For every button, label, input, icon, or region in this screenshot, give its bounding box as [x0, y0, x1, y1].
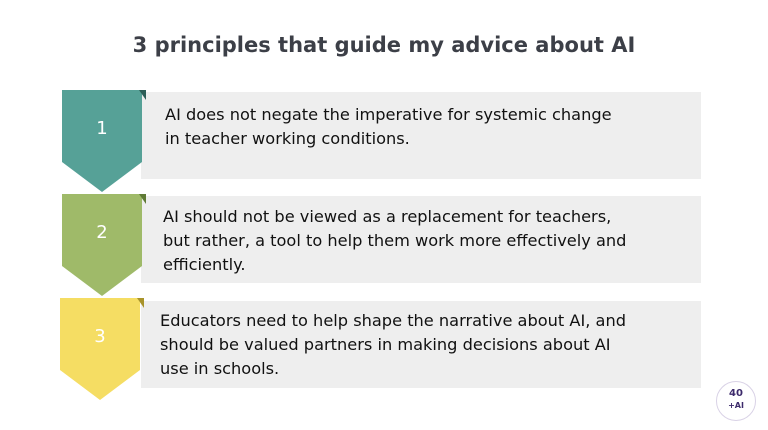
principle-number-3: 3 [94, 326, 106, 347]
principle-text-2-line-3: efficiently. [163, 255, 246, 274]
principle-text-1 [165, 103, 612, 151]
forty-hour-ai-logo [716, 381, 756, 421]
principle-number-2: 2 [96, 222, 108, 243]
fold-corner-3 [137, 298, 144, 308]
logo-ai-text: +AI [728, 401, 744, 410]
logo-number: 40 [729, 388, 743, 399]
principle-text-3-line-1: Educators need to help shape the narrative about AI, and [160, 311, 626, 330]
chevron-marker-1 [62, 90, 142, 192]
page-title: 3 principles that guide my advice about AI [132, 33, 636, 57]
principle-text-2-line-1: AI should not be viewed as a replacement for teachers, [163, 207, 612, 226]
principle-text-3-line-2: should be valued partners in making decisions about AI [160, 335, 611, 354]
principle-text-3 [160, 309, 626, 381]
principle-text-2 [163, 205, 626, 277]
principle-text-1-line-2: in teacher working conditions. [165, 129, 410, 148]
fold-corner-1 [139, 90, 146, 100]
chevron-marker-3 [60, 298, 140, 400]
principle-text-2-line-2: but rather, a tool to help them work more effectively and [163, 231, 627, 250]
principle-text-1-line-1: AI does not negate the imperative for systemic change [165, 105, 612, 124]
fold-corner-2 [139, 194, 146, 204]
chevron-marker-2 [62, 194, 142, 296]
principle-number-1: 1 [96, 118, 108, 139]
principle-text-3-line-3: use in schools. [160, 359, 280, 378]
